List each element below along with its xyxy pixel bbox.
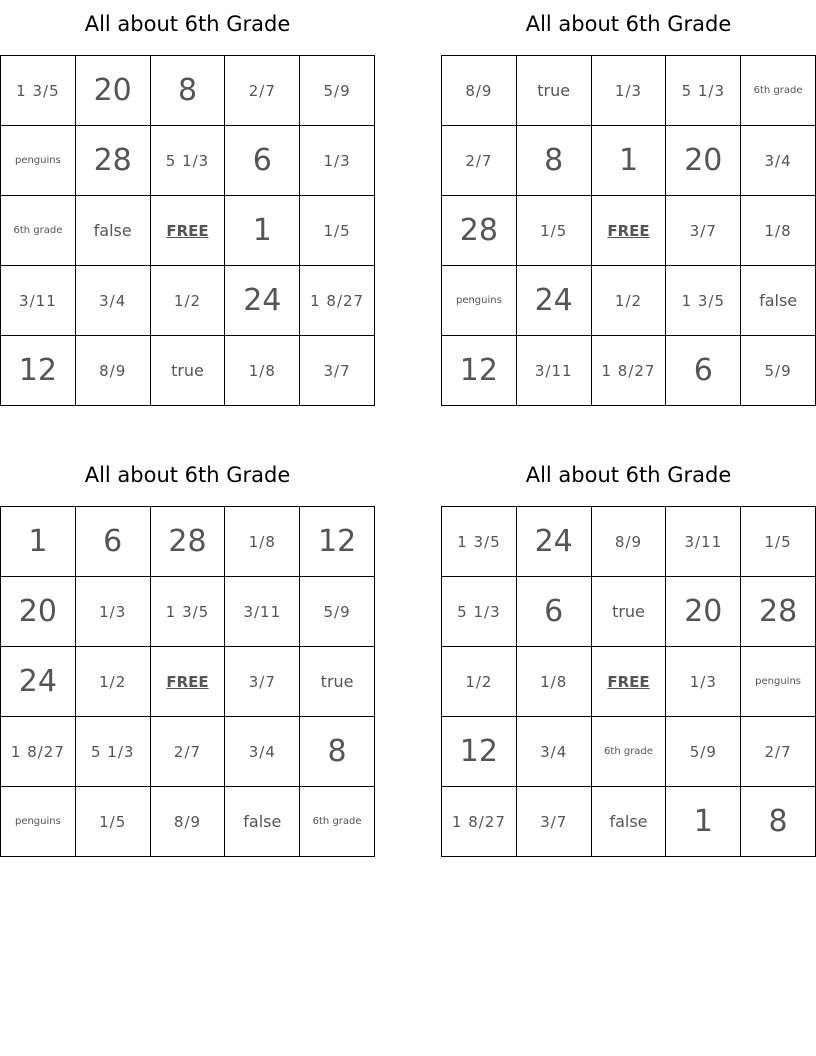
bingo-cell: 1/3 [75,577,150,647]
grid-row [1,336,375,406]
bingo-cell: penguins [1,787,76,857]
bingo-cell: 2/7 [225,56,300,126]
bingo-cell: false [741,266,816,336]
grid-row [1,647,375,717]
bingo-cell: 3/11 [1,266,76,336]
bingo-cell: 1 3/5 [442,507,517,577]
bingo-cell: 6th grade [300,787,375,857]
bingo-cell: 12 [1,336,76,406]
free-space-cell: FREE [150,196,225,266]
grid-row [1,196,375,266]
bingo-cell: 1 8/27 [591,336,666,406]
grid-row [442,577,816,647]
grid-row [1,266,375,336]
bingo-cell: 3/7 [516,787,591,857]
bingo-cell: 1 8/27 [1,717,76,787]
bingo-cell: 8 [300,717,375,787]
bingo-cell: 1/3 [300,126,375,196]
bingo-cell: 2/7 [150,717,225,787]
bingo-cell: true [300,647,375,717]
bingo-cell: false [591,787,666,857]
bingo-cell: 28 [150,507,225,577]
bingo-grid [0,55,375,406]
grid-row [442,196,816,266]
card-title: All about 6th Grade [84,12,291,36]
grid-row [1,126,375,196]
bingo-cell: 6 [225,126,300,196]
bingo-cell: false [75,196,150,266]
bingo-cell: 1 [591,126,666,196]
bingo-cell: true [591,577,666,647]
bingo-cell: 5/9 [741,336,816,406]
grid-row [442,647,816,717]
bingo-cell: 3/11 [225,577,300,647]
bingo-cell: 28 [442,196,517,266]
bingo-cell: 12 [442,336,517,406]
bingo-cell: 5 1/3 [75,717,150,787]
bingo-cell: 5 1/3 [666,56,741,126]
bingo-cell: 8 [741,787,816,857]
grid-row [1,577,375,647]
bingo-cell: 1/8 [741,196,816,266]
bingo-cell: 1 [666,787,741,857]
bingo-card-1 [0,12,375,406]
bingo-cell: 3/7 [666,196,741,266]
bingo-cell: true [516,56,591,126]
bingo-cell: 8/9 [591,507,666,577]
free-space-cell: FREE [591,647,666,717]
bingo-cell: 6 [75,507,150,577]
bingo-cell: true [150,336,225,406]
bingo-cell: 3/11 [516,336,591,406]
bingo-cell: penguins [1,126,76,196]
bingo-cell: 8/9 [150,787,225,857]
bingo-cell: 12 [300,507,375,577]
free-space-cell: FREE [150,647,225,717]
bingo-cell: 5/9 [300,577,375,647]
bingo-cell: 1 3/5 [150,577,225,647]
bingo-cell: 1 8/27 [300,266,375,336]
bingo-cell: 1/5 [516,196,591,266]
bingo-cell: 1 3/5 [1,56,76,126]
bingo-cell: 1 3/5 [666,266,741,336]
bingo-cell: 3/4 [741,126,816,196]
grid-row [442,56,816,126]
card-title: All about 6th Grade [525,463,732,487]
bingo-cell: 6 [666,336,741,406]
bingo-cell: 6th grade [591,717,666,787]
bingo-cell: 6th grade [741,56,816,126]
bingo-cell: 6 [516,577,591,647]
bingo-cell: 1/8 [225,336,300,406]
bingo-card-2 [441,12,816,406]
bingo-cell: 24 [516,266,591,336]
bingo-cell: 24 [1,647,76,717]
bingo-cell: 3/4 [516,717,591,787]
grid-row [1,56,375,126]
bingo-cell: 1/5 [75,787,150,857]
bingo-cell: 1/2 [591,266,666,336]
bingo-cell: 1/5 [300,196,375,266]
bingo-cell: 24 [516,507,591,577]
bingo-cell: 20 [666,126,741,196]
bingo-cell: 1/2 [150,266,225,336]
bingo-cell: 1/2 [75,647,150,717]
bingo-cell: 5/9 [300,56,375,126]
bingo-cell: 1/2 [442,647,517,717]
bingo-cell: penguins [442,266,517,336]
bingo-cell: 12 [442,717,517,787]
bingo-cell: 3/4 [75,266,150,336]
bingo-cell: 1/5 [741,507,816,577]
bingo-cell: 24 [225,266,300,336]
grid-row [442,266,816,336]
bingo-grid [441,506,816,857]
card-title: All about 6th Grade [84,463,291,487]
bingo-cell: 3/7 [300,336,375,406]
grid-row [442,787,816,857]
bingo-cell: 8 [516,126,591,196]
grid-row [442,507,816,577]
bingo-cell: 1 8/27 [442,787,517,857]
bingo-cell: 1/8 [516,647,591,717]
bingo-cell: 20 [75,56,150,126]
grid-row [442,717,816,787]
bingo-cell: 5/9 [666,717,741,787]
free-space-cell: FREE [591,196,666,266]
grid-row [1,717,375,787]
bingo-cell: 3/7 [225,647,300,717]
bingo-cell: 8/9 [75,336,150,406]
bingo-cell: 1 [1,507,76,577]
bingo-cell: 1/3 [591,56,666,126]
grid-row [442,336,816,406]
bingo-cell: penguins [741,647,816,717]
grid-row [1,507,375,577]
bingo-grid [0,506,375,857]
bingo-cell: 1/8 [225,507,300,577]
grid-row [442,126,816,196]
bingo-grid [441,55,816,406]
bingo-cell: 1 [225,196,300,266]
card-title: All about 6th Grade [525,12,732,36]
bingo-cell: 5 1/3 [442,577,517,647]
bingo-cell: 8 [150,56,225,126]
bingo-cell: 28 [75,126,150,196]
bingo-card-3 [0,463,375,857]
bingo-cell: 8/9 [442,56,517,126]
bingo-card-4 [441,463,816,857]
bingo-cell: 3/4 [225,717,300,787]
bingo-cell: 2/7 [741,717,816,787]
bingo-cell: 28 [741,577,816,647]
grid-row [1,787,375,857]
bingo-cell: 20 [1,577,76,647]
bingo-cell: 5 1/3 [150,126,225,196]
bingo-cell: 2/7 [442,126,517,196]
bingo-cell: 1/3 [666,647,741,717]
bingo-cell: 20 [666,577,741,647]
bingo-cell: 6th grade [1,196,76,266]
bingo-cell: false [225,787,300,857]
bingo-cell: 3/11 [666,507,741,577]
